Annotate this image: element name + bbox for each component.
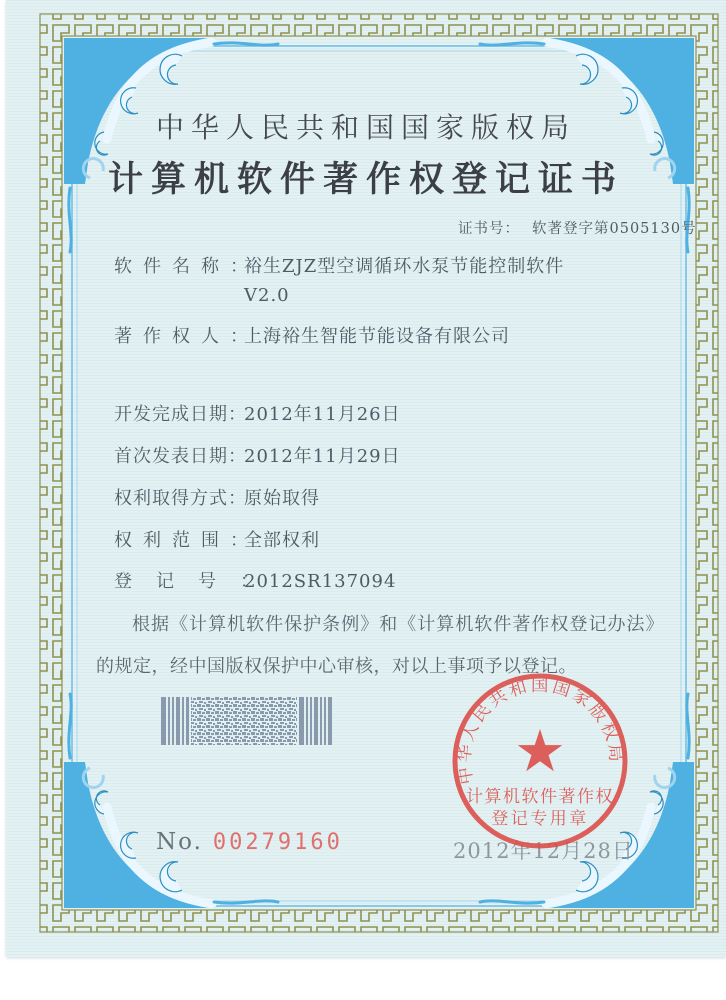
field-value: 原始取得 bbox=[244, 488, 320, 509]
field-label: 开发完成日期： bbox=[114, 404, 247, 425]
registration-statement: 根据《计算机软件保护条例》和《计算机软件著作权登记办法》的规定，经中国版权保护中心审核，对以上事项予以登记。 bbox=[96, 614, 664, 677]
certificate-page bbox=[6, 0, 726, 957]
seal-line2: 登记专用章 bbox=[491, 809, 589, 829]
issuing-authority-title: 中华人民共和国国家版权局 bbox=[155, 111, 576, 144]
field-value: 上海裕生智能节能设备有限公司 bbox=[244, 326, 510, 347]
official-seal-icon bbox=[447, 668, 633, 854]
field-value: 2012SR137094 bbox=[244, 571, 397, 592]
field-label: 软件名称： bbox=[114, 256, 259, 277]
field-value: 2012年11月26日 bbox=[244, 404, 401, 425]
issue-date: 2012年12月28日 bbox=[453, 839, 634, 863]
barcode bbox=[161, 697, 337, 745]
star-icon: ★ bbox=[514, 717, 566, 785]
barcode-icon bbox=[161, 697, 337, 745]
certificate-number-label: 证书号： bbox=[458, 221, 520, 237]
serial-label: No. bbox=[156, 829, 203, 855]
certificate-number-line bbox=[458, 217, 697, 238]
field-label: 权利取得方式： bbox=[114, 488, 247, 509]
field-label: 登记号： bbox=[114, 571, 282, 592]
serial-number-line bbox=[156, 829, 343, 855]
field-label: 首次发表日期： bbox=[114, 446, 247, 467]
field-value: 全部权利 bbox=[244, 530, 320, 551]
field-label: 权利范围： bbox=[114, 530, 259, 551]
field-value bbox=[244, 252, 564, 310]
software-name-line1: 裕生ZJZ型空调循环水泵节能控制软件 bbox=[244, 256, 565, 277]
field-label: 著作权人： bbox=[114, 326, 259, 347]
seal-ring-text: 中华人民共和国国家版权局 bbox=[454, 675, 626, 786]
seal-line1: 计算机软件著作权 bbox=[466, 787, 614, 807]
software-version: V2.0 bbox=[244, 285, 290, 306]
certificate-number-value: 软著登字第0505130号 bbox=[532, 221, 697, 237]
official-seal bbox=[447, 668, 633, 854]
serial-number: 00279160 bbox=[212, 830, 343, 855]
certificate-title: 计算机软件著作权登记证书 bbox=[107, 159, 624, 200]
field-value: 2012年11月29日 bbox=[244, 446, 401, 467]
